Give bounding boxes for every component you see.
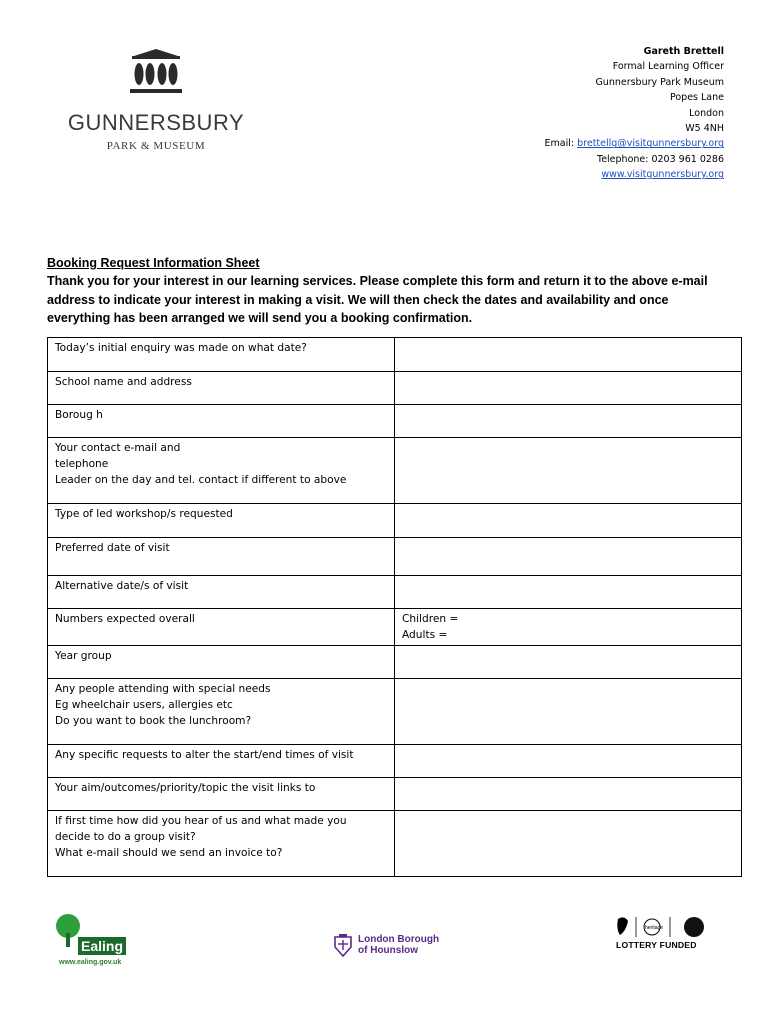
form-row bbox=[48, 438, 742, 504]
form-question: School name and address bbox=[48, 372, 395, 405]
form-answer-field[interactable] bbox=[395, 778, 742, 811]
website-link[interactable]: www.visitgunnersbury.org bbox=[601, 169, 724, 181]
lottery-icons bbox=[614, 915, 714, 939]
contact-telephone: Telephone: 0203 961 0286 bbox=[597, 153, 724, 165]
ealing-text: Ealing bbox=[78, 937, 126, 955]
form-row bbox=[48, 778, 742, 811]
museum-building-icon bbox=[126, 48, 186, 96]
crest-icon bbox=[332, 933, 354, 957]
form-question: Alternative date/s of visit bbox=[48, 576, 395, 609]
lottery-text: LOTTERY FUNDED bbox=[616, 940, 697, 950]
form-answer-field[interactable] bbox=[395, 811, 742, 877]
email-label: Email: bbox=[544, 138, 578, 150]
form-row bbox=[48, 538, 742, 576]
contact-city: London bbox=[689, 107, 724, 119]
form-question: Numbers expected overall bbox=[48, 609, 395, 646]
contact-email-line bbox=[545, 136, 724, 151]
ealing-logo bbox=[54, 913, 134, 973]
form-question: Any specific requests to alter the start/end times of visit bbox=[48, 745, 395, 778]
form-answer-field[interactable] bbox=[395, 338, 742, 372]
form-question: Type of led workshop/s requested bbox=[48, 504, 395, 538]
form-answer-field[interactable] bbox=[395, 438, 742, 504]
form-row bbox=[48, 504, 742, 538]
contact-role: Formal Learning Officer bbox=[612, 61, 724, 73]
ealing-url: www.ealing.gov.uk bbox=[59, 959, 122, 966]
email-link[interactable]: brettellg@visitgunnersbury.org bbox=[577, 138, 724, 150]
form-answer-field[interactable] bbox=[395, 504, 742, 538]
form-answer-field[interactable] bbox=[395, 679, 742, 745]
page-title: Booking Request Information Sheet bbox=[47, 256, 260, 270]
form-row bbox=[48, 576, 742, 609]
contact-postcode: W5 4NH bbox=[685, 123, 724, 135]
form-row bbox=[48, 679, 742, 745]
form-answer-field[interactable] bbox=[395, 646, 742, 679]
form-row bbox=[48, 372, 742, 405]
hounslow-line-1: London Borough bbox=[358, 934, 440, 945]
svg-text:heritage: heritage bbox=[645, 925, 664, 931]
form-heading bbox=[47, 255, 727, 328]
form-question: Today’s initial enquiry was made on what date? bbox=[48, 338, 395, 372]
brand-subtitle: PARK & MUSEUM bbox=[106, 140, 206, 152]
form-row bbox=[48, 811, 742, 877]
footer-logos bbox=[0, 905, 770, 975]
booking-form-table bbox=[47, 337, 742, 877]
form-answer-field[interactable] bbox=[395, 405, 742, 438]
form-answer-field[interactable] bbox=[395, 538, 742, 576]
contact-block bbox=[545, 44, 724, 183]
gunnersbury-logo bbox=[56, 48, 256, 158]
form-row bbox=[48, 745, 742, 778]
form-question: Any people attending with special needs Eg wheelchair users, allergies etc Do you want to book the lunchroom? bbox=[48, 679, 395, 745]
contact-street: Popes Lane bbox=[669, 92, 724, 104]
form-question: Preferred date of visit bbox=[48, 538, 395, 576]
contact-name: Gareth Brettell bbox=[643, 46, 724, 57]
form-answer-field[interactable] bbox=[395, 576, 742, 609]
hounslow-text bbox=[358, 934, 439, 956]
form-answer-field[interactable] bbox=[395, 372, 742, 405]
form-question: Your aim/outcomes/priority/topic the visit links to bbox=[48, 778, 395, 811]
lottery-logo bbox=[614, 915, 724, 965]
hounslow-line-2: of Hounslow bbox=[358, 945, 418, 956]
intro-text: Thank you for your interest in our learning services. Please complete this form and return it to the above e-mail address to indicate your interest in making a visit. We will then check the dates and availability and once everything has been arranged we will send you a booking confirmation. bbox=[47, 274, 708, 325]
form-question: Your contact e-mail and telephone Leader on the day and tel. contact if different to above bbox=[48, 438, 395, 504]
form-row bbox=[48, 646, 742, 679]
form-question: Year group bbox=[48, 646, 395, 679]
form-answer-field[interactable]: Children = Adults = bbox=[395, 609, 742, 646]
form-row bbox=[48, 609, 742, 646]
form-row bbox=[48, 405, 742, 438]
brand-name: GUNNERSBURY bbox=[67, 110, 245, 135]
form-answer-field[interactable] bbox=[395, 745, 742, 778]
contact-org: Gunnersbury Park Museum bbox=[595, 76, 724, 88]
hounslow-logo bbox=[332, 931, 452, 961]
form-question: If first time how did you hear of us and what made you decide to do a group visit? What e-mail should we send an invoice to? bbox=[48, 811, 395, 877]
form-row bbox=[48, 338, 742, 372]
form-question: Boroug h bbox=[48, 405, 395, 438]
